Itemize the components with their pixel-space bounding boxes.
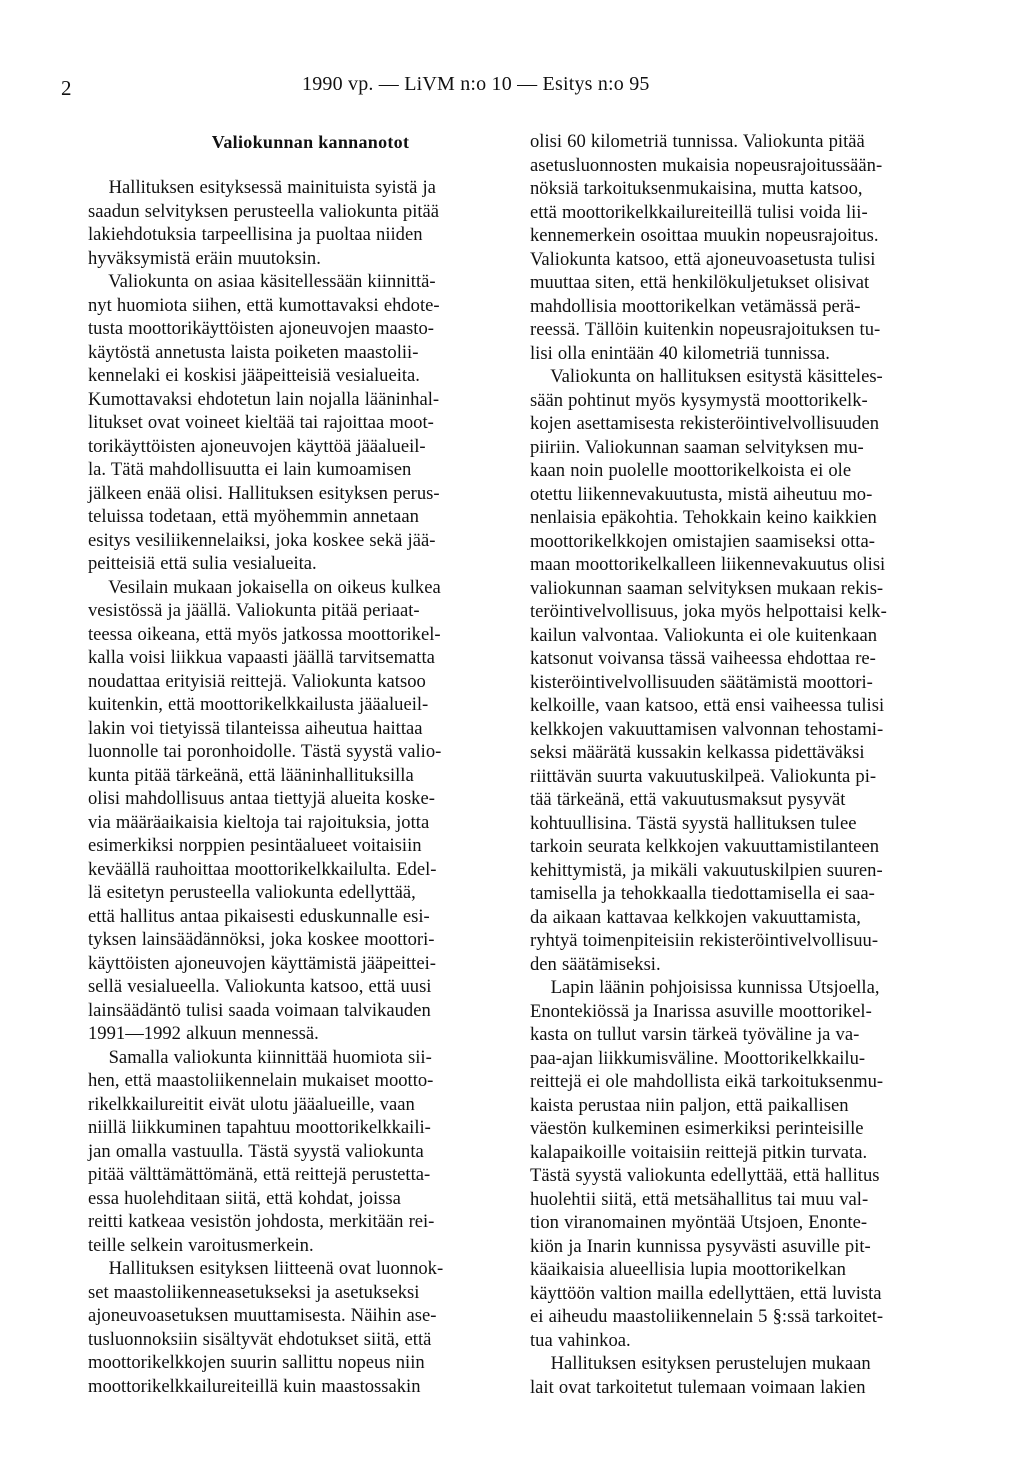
text-line: kunta pitää tärkeänä, että lääninhallituksilla: [88, 764, 414, 786]
text-line: den säätämiseksi.: [530, 953, 661, 975]
text-line: Valiokunta on hallituksen esitystä käsitteles-: [530, 366, 883, 387]
text-line: käaikaisia alueellisia lupia moottorikelkan: [530, 1259, 846, 1280]
paragraph: [88, 1257, 533, 1398]
text-line: kaan noin puolelle moottorikelkoista ei ole: [530, 460, 852, 481]
text-line: Hallituksen esityksen perustelujen mukaan: [530, 1353, 871, 1374]
text-line: lakin voi tietyissä tilanteissa aiheutua haittaa: [88, 717, 423, 739]
text-line: nöksiä tarkoituksenmukaisina, mutta katsoo,: [530, 178, 863, 199]
text-line: että moottorikelkkailureiteillä tulisi voida lii-: [530, 201, 868, 223]
text-line: että hallitus antaa pikaisesti eduskunnalle esi-: [88, 905, 430, 927]
text-line: paa-ajan liikkumisväline. Moottorikelkkailu-: [530, 1047, 866, 1069]
text-line: seksi määrätä kussakin kelkassa pidettäväksi: [530, 742, 865, 763]
text-line: Vesilain mukaan jokaisella on oikeus kulkea: [88, 576, 441, 598]
text-line: tarkoin seurata kelkkojen vakuuttamistilanteen: [530, 836, 879, 857]
text-line: saadun selvityksen perusteella valiokunta pitää: [88, 200, 440, 222]
text-line: kennelaki ei koskisi jääpeitteisiä vesialueita.: [88, 365, 420, 386]
text-line: sään pohtinut myös kysymystä moottorikelk-: [530, 389, 868, 411]
paragraph: [530, 130, 975, 365]
text-line: kuitenkin, että moottorikelkkailusta jääalueil-: [88, 694, 429, 715]
text-line: Enontekiössä ja Inarissa asuville moottorikel-: [530, 1000, 872, 1022]
text-line: käyttöön valtion mailla edellyttäen, että luvista: [530, 1282, 882, 1304]
text-line: lä esitetyn perusteella valiokunta edellyttää,: [88, 882, 416, 903]
paragraph: [530, 976, 975, 1352]
text-line: pitää välttämättömänä, että reittejä perustetta-: [88, 1164, 431, 1185]
text-line: tua vahinkoa.: [530, 1329, 631, 1351]
text-line: tion viranomainen myöntää Utsjoen, Enonte-: [530, 1212, 868, 1233]
text-line: torikäyttöisten ajoneuvojen käyttöä jääalueil-: [88, 435, 426, 457]
text-line: Kumottavaksi ehdotetun lain nojalla lääninhal-: [88, 388, 440, 410]
text-line: noudattaa erityisiä reittejä. Valiokunta katsoo: [88, 670, 426, 692]
text-line: jan omalla vastuulla. Tästä syystä valiokunta: [88, 1140, 424, 1162]
text-line: lainsäädäntö tulisi saada voimaan talvikauden: [88, 999, 431, 1021]
text-line: esitys vesiliikennelaiksi, joka koskee sekä jää-: [88, 529, 436, 551]
text-line: ei aiheudu maastoliikennelain 5 §:ssä tarkoitet-: [530, 1306, 884, 1327]
text-line: asetusluonnosten mukaisia nopeusrajoitussään-: [530, 154, 883, 176]
text-line: kailun valvontaa. Valiokunta ei ole kuitenkaan: [530, 624, 878, 646]
text-line: niillä liikkuminen tapahtuu moottorikelkkaili-: [88, 1117, 431, 1138]
text-line: piiriin. Valiokunnan saaman selvityksen mu-: [530, 436, 864, 458]
text-line: litukset ovat voineet kieltää tai rajoittaa moot-: [88, 412, 434, 433]
text-line: valiokunnan saaman selvityksen mukaan rekis-: [530, 577, 884, 599]
text-line: moottorikelkkojen omistajien saamiseksi otta-: [530, 530, 875, 552]
text-line: kohtuullisina. Tästä syystä hallituksen tulee: [530, 812, 857, 834]
text-line: kalapaikoille voitaisiin reittejä pitkin turvata.: [530, 1141, 868, 1163]
text-line: olisi 60 kilometriä tunnissa. Valiokunta pitää: [530, 131, 865, 152]
text-line: tyksen lainsäädännöksi, joka koskee moottori-: [88, 929, 435, 950]
text-line: keväällä rauhoittaa moottorikelkkailulta. Edel-: [88, 858, 437, 880]
text-line: tusta moottorikäyttöisten ajoneuvojen maasto-: [88, 318, 434, 339]
text-line: väestön kulkeminen esimerkiksi perinteisille: [530, 1118, 864, 1139]
text-line: reittejä ei ole mahdollista eikä tarkoituksenmu-: [530, 1071, 884, 1092]
text-line: tää tärkeänä, että vakuutusmaksut pysyvät: [530, 789, 846, 810]
text-line: peitteisiä että sulia vesialueita.: [88, 553, 317, 574]
section-heading: Valiokunnan kannanotot: [211, 132, 410, 152]
text-line: otettu liikennevakuutusta, mistä aiheutuu mo-: [530, 483, 873, 505]
text-line: Hallituksen esityksen liitteenä ovat luonnok-: [88, 1258, 444, 1279]
text-line: kehittymistä, ja mikäli vakuutuskilpien suuren-: [530, 859, 883, 881]
text-line: moottorikelkkailureiteillä kuin maastossakin: [88, 1375, 421, 1397]
text-line: teille selkein varoitusmerkein.: [88, 1234, 314, 1256]
text-line: set maastoliikenneasetukseksi ja asetukseksi: [88, 1281, 420, 1303]
text-line: maan moottorikelkalleen liikennevakuutus olisi: [530, 554, 886, 575]
text-line: reessä. Tällöin kuitenkin nopeusrajoituksen tu-: [530, 319, 881, 340]
text-line: ryhtyä toimenpiteisiin rekisteröintivelvollisuu-: [530, 930, 879, 951]
text-line: kelkkojen vakuuttamisen valvonnan tehostami-: [530, 718, 884, 740]
text-line: muuttaa siten, että henkilökuljetukset olisivat: [530, 272, 870, 293]
text-line: rikelkkailureitit eivät ulotu jääalueille, vaan: [88, 1093, 415, 1115]
text-line: teluissa todetaan, että myöhemmin annetaan: [88, 506, 419, 527]
right-column: [530, 130, 975, 1399]
paragraph: [88, 270, 533, 576]
text-line: teröintivelvollisuus, joka myös helpottaisi kelk-: [530, 601, 887, 622]
text-line: Lapin läänin pohjoisissa kunnissa Utsjoella,: [530, 977, 880, 998]
text-line: kaista perustaa niin paljon, että paikallisen: [530, 1094, 849, 1116]
page-number: 2: [61, 76, 72, 100]
text-line: via määräaikaisia kieltoja tai rajoituksia, jotta: [88, 811, 430, 833]
text-line: teessa oikeana, että myös jatkossa moottorikel-: [88, 623, 441, 645]
text-line: esimerkiksi norppien pesintäalueet voitaisiin: [88, 835, 422, 856]
text-line: nyt huomiota siihen, että kumottavaksi ehdote-: [88, 294, 440, 316]
paragraph: [88, 176, 533, 270]
text-line: hen, että maastoliikennelain mukaiset mootto-: [88, 1070, 434, 1091]
text-line: riittävän suurta vakuutuskilpeä. Valiokunta pi-: [530, 765, 877, 787]
text-line: lait ovat tarkoitetut tulemaan voimaan lakien: [530, 1376, 866, 1398]
text-line: Tästä syystä valiokunta edellyttää, että hallitus: [530, 1165, 880, 1186]
text-line: la. Tätä mahdollisuutta ei lain kumoamisen: [88, 459, 412, 480]
paragraph: [88, 1046, 533, 1258]
text-line: Valiokunta katsoo, että ajoneuvoasetusta tulisi: [530, 248, 876, 270]
text-line: Hallituksen esityksessä mainituista syistä ja: [88, 177, 436, 198]
text-line: ajoneuvoasetuksen muuttamisesta. Näihin ase-: [88, 1305, 437, 1326]
text-line: lakiehdotuksia tarpeellisina ja puoltaa niiden: [88, 224, 423, 245]
text-line: kojen asettamisesta rekisteröintivelvollisuuden: [530, 413, 880, 434]
text-line: jälkeen enää olisi. Hallituksen esityksen perus-: [88, 482, 440, 504]
text-line: vesistössä ja jäällä. Valiokunta pitää periaat-: [88, 600, 420, 621]
text-line: kasta on tullut varsin tärkeä työväline ja va-: [530, 1024, 860, 1045]
text-line: essa huolehditaan siitä, että kohdat, joissa: [88, 1187, 401, 1209]
text-line: Valiokunta on asiaa käsitellessään kiinnittä-: [88, 271, 436, 292]
text-line: huolehtii siitä, että metsähallitus tai muu val-: [530, 1188, 869, 1210]
text-line: luonnolle tai poronhoidolle. Tästä syystä valio-: [88, 741, 442, 762]
text-line: olisi mahdollisuus antaa tiettyjä alueita koske-: [88, 788, 435, 809]
left-column: [88, 130, 533, 1398]
text-line: sellä vesialueella. Valiokunta katsoo, että uusi: [88, 976, 432, 997]
text-line: kisteröintivelvollisuuden säätämistä moottori-: [530, 671, 873, 693]
text-line: kalla voisi liikkua vapaasti jäällä tarvitsematta: [88, 647, 435, 668]
text-line: hyväksymistä eräin muutoksin.: [88, 247, 321, 269]
text-line: kelkoille, vaan katsoo, että ensi vaiheessa tulisi: [530, 695, 885, 716]
text-line: 1991—1992 alkuun mennessä.: [88, 1023, 319, 1044]
text-line: katsonut voivansa tässä vaiheessa ehdottaa re-: [530, 648, 876, 669]
text-line: käyttöisten ajoneuvojen käyttämistä jääpeittei-: [88, 952, 436, 974]
running-head: 1990 vp. — LiVM n:o 10 — Esitys n:o 95: [302, 73, 650, 95]
text-line: Samalla valiokunta kiinnittää huomiota sii-: [88, 1046, 432, 1068]
paragraph: [88, 576, 533, 1046]
text-line: moottorikelkkojen suurin sallittu nopeus niin: [88, 1352, 425, 1373]
text-line: kennemerkein osoittaa muukin nopeusrajoitus.: [530, 225, 879, 246]
text-line: tamisella ja tehokkaalla tiedottamisella ei saa-: [530, 883, 875, 904]
text-line: nenlaisia epäkohtia. Tehokkain keino kaikkien: [530, 507, 877, 528]
paragraph: [530, 1352, 975, 1399]
text-line: da aikaan kattavaa kelkkojen vakuuttamista,: [530, 906, 861, 928]
text-line: käytöstä annetusta laista poiketen maastolii-: [88, 341, 419, 363]
text-line: lisi olla enintään 40 kilometriä tunnissa.: [530, 342, 830, 364]
paragraph: [530, 365, 975, 976]
text-line: reitti katkeaa vesistön johdosta, merkitään rei-: [88, 1211, 435, 1232]
text-line: mahdollisia moottorikelkan vetämässä perä-: [530, 295, 861, 317]
text-line: tusluonnoksiin sisältyvät ehdotukset siitä, että: [88, 1328, 432, 1350]
text-line: kiön ja Inarin kunnissa pysyvästi asuville pit-: [530, 1235, 871, 1257]
